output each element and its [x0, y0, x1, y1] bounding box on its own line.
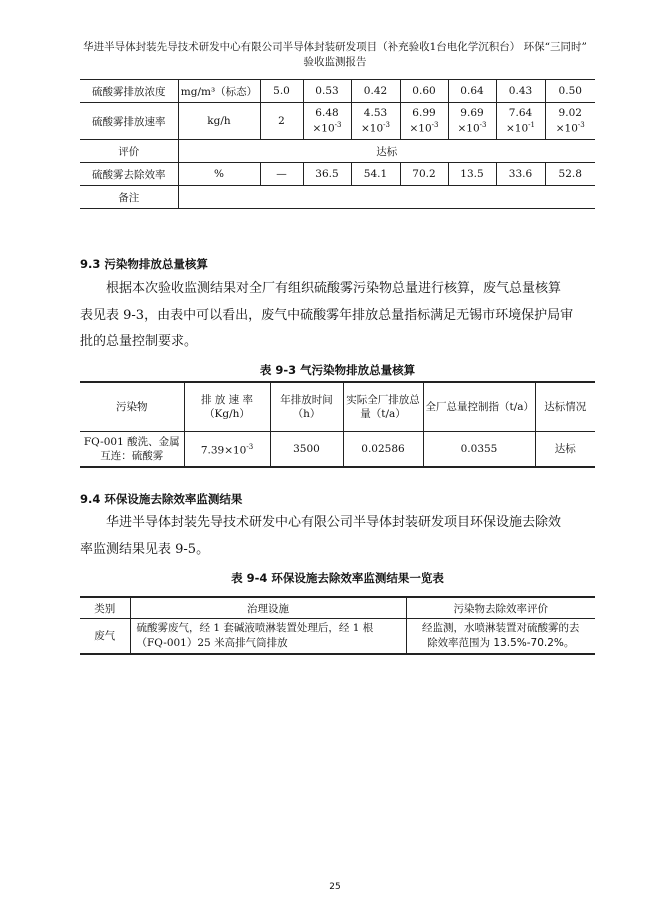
category-cell: 废气 [80, 619, 130, 655]
emission-total-table [80, 381, 595, 468]
value-cell: 6.48 $\times 10^{-3}$ [303, 103, 351, 140]
value-cell: 36.5 [303, 163, 351, 186]
value-cell: 54.1 [351, 163, 400, 186]
column-header: 污染物 [80, 382, 184, 432]
value-cell: 9.69 $\times 10^{-3}$ [448, 103, 496, 140]
table-row [80, 163, 595, 186]
table-9-3-caption: 表 9-3 气污染物排放总量核算 [259, 363, 416, 377]
unit-cell: mg/m³（标态） [178, 80, 260, 103]
row-label: 评价 [80, 140, 178, 163]
column-header: 实际全厂排放总量（t/a） [343, 382, 423, 432]
hours-cell: 3500 [270, 432, 343, 468]
table-row [80, 140, 595, 163]
row-label: 备注 [80, 186, 178, 209]
value-cell: 33.6 [496, 163, 545, 186]
limit-total-cell: 0.0355 [423, 432, 535, 468]
rate-cell: $7.39\times 10^{-3}$ [184, 432, 270, 468]
column-header: 污染物去除效率评价 [406, 597, 595, 619]
row-label: 硫酸雾排放浓度 [80, 80, 178, 103]
section-9-3-paragraph: 根据本次验收监测结果对全厂有组织硫酸雾污染物总量进行核算，废气总量核算 表见表 9-3，由表中可以看出，废气中硫酸雾年排放总量指标满足无锡市环境保护局审 批的总量控制要求。 [80, 281, 574, 349]
limit-cell: 5.0 [260, 80, 303, 103]
column-header: 年排放时间（h） [270, 382, 343, 432]
unit-cell: kg/h [178, 103, 260, 140]
value-cell: 0.43 [496, 80, 545, 103]
value-cell: 0.64 [448, 80, 496, 103]
column-header: 达标情况 [535, 382, 595, 432]
limit-cell: 2 [260, 103, 303, 140]
value-cell: 13.5 [448, 163, 496, 186]
column-header: 全厂总量控制指（t/a） [423, 382, 535, 432]
removal-efficiency-table [80, 596, 595, 655]
remarks-cell [178, 186, 595, 209]
unit-cell: % [178, 163, 260, 186]
value-cell: 6.99 $\times 10^{-3}$ [400, 103, 448, 140]
value-cell: 0.53 [303, 80, 351, 103]
table-row [80, 619, 595, 655]
value-cell: 7.64 $\times 10^{-1}$ [496, 103, 545, 140]
table-row [80, 432, 595, 468]
table-row [80, 103, 595, 140]
section-9-4-heading: 9.4 环保设施去除效率监测结果 [80, 492, 243, 506]
value-cell: 0.50 [545, 80, 595, 103]
value-cell: 4.53 $\times 10^{-3}$ [351, 103, 400, 140]
header-line-1: 华进半导体封装先导技术研发中心有限公司半导体封装研发项目（补充验收1台电化学沉积台） 环保“三同时” [83, 41, 587, 53]
actual-total-cell: 0.02586 [343, 432, 423, 468]
evaluation-cell: 经监测，水喷淋装置对硫酸雾的去 除效率范围为 13.5%-70.2%。 [406, 619, 595, 655]
page-header [70, 40, 600, 70]
header-line-2: 验收监测报告 [303, 56, 367, 68]
value-cell: 0.42 [351, 80, 400, 103]
table-header-row [80, 597, 595, 619]
column-header: 治理设施 [130, 597, 406, 619]
pollutant-cell: FQ-001 酸洗、金属互连：硫酸雾 [80, 432, 184, 468]
monitoring-results-table [80, 80, 595, 209]
value-cell: 70.2 [400, 163, 448, 186]
table-header-row [80, 382, 595, 432]
section-9-3-heading: 9.3 污染物排放总量核算 [80, 257, 208, 271]
value-cell: 9.02 $\times 10^{-3}$ [545, 103, 595, 140]
table-row [80, 80, 595, 103]
evaluation-cell: 达标 [178, 140, 595, 163]
table-row [80, 186, 595, 209]
table-9-4-caption: 表 9-4 环保设施去除效率监测结果一览表 [231, 571, 444, 585]
row-label: 硫酸雾去除效率 [80, 163, 178, 186]
status-cell: 达标 [535, 432, 595, 468]
page-number: 25 [329, 882, 341, 892]
section-9-4-paragraph: 华进半导体封装先导技术研发中心有限公司半导体封装研发项目环保设施去除效 率监测结果见表 9-5。 [80, 515, 562, 557]
value-cell: 52.8 [545, 163, 595, 186]
limit-cell: — [260, 163, 303, 186]
facility-cell: 硫酸雾废气，经 1 套碱液喷淋装置处理后，经 1 根 （FQ-001）25 米高排气筒排放 [130, 619, 406, 655]
value-cell: 0.60 [400, 80, 448, 103]
row-label: 硫酸雾排放速率 [80, 103, 178, 140]
column-header: 排 放 速 率（Kg/h） [184, 382, 270, 432]
column-header: 类别 [80, 597, 130, 619]
